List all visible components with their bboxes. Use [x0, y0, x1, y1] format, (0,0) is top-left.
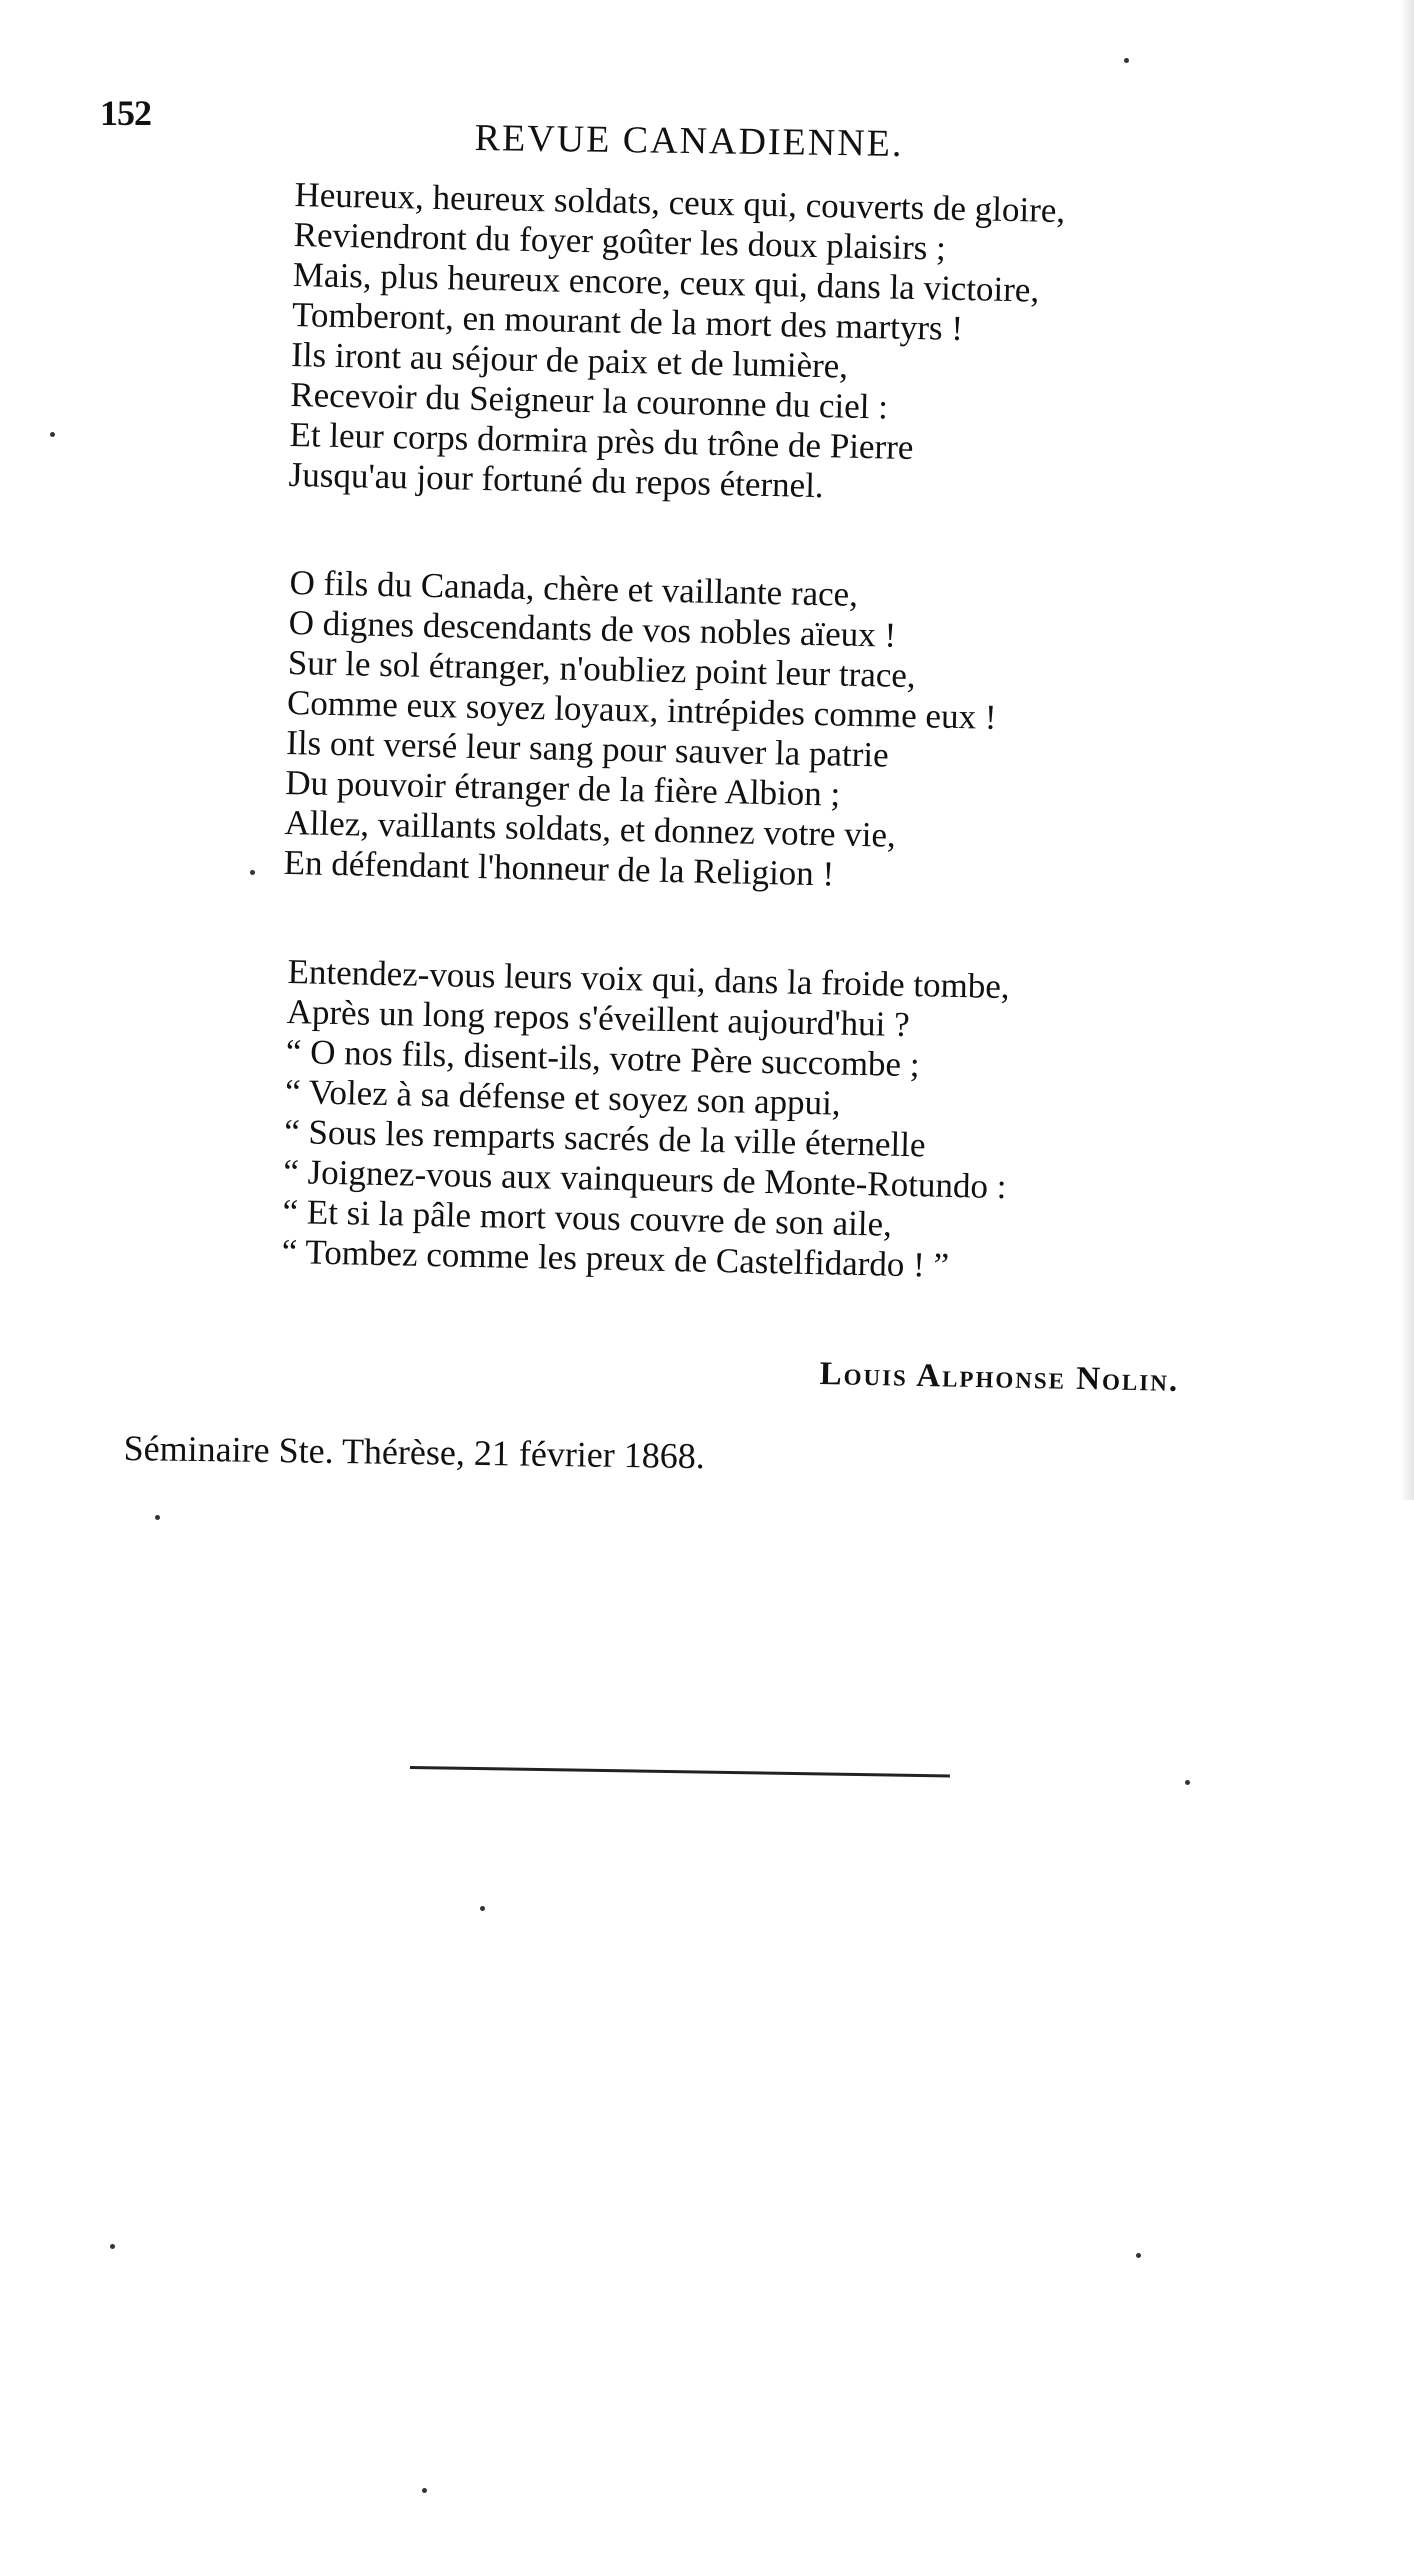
verse-line: Comme eux soyez loyaux, intrépides comme eux !: [286, 682, 997, 737]
verse-line: Allez, vaillants soldats, et donnez votre vie,: [284, 802, 897, 855]
author-signature: Louis Alphonse Nolin.: [819, 1356, 1180, 1399]
verse-line: “ Joignez-vous aux vainqueurs de Monte-Rotundo :: [282, 1151, 1007, 1207]
dateline: Séminaire Ste. Thérèse, 21 février 1868.: [123, 1427, 706, 1477]
verse-line: Sur le sol étranger, n'oubliez point leur trace,: [287, 642, 917, 696]
ink-speck: [50, 432, 55, 437]
verse-line: O dignes descendants de vos nobles aïeux !: [288, 602, 897, 655]
verse-line: Reviendront du foyer goûter les doux plaisirs ;: [293, 214, 947, 268]
running-title: REVUE CANADIENNE.: [474, 116, 904, 165]
ink-speck: [480, 1906, 485, 1911]
verse-line: Entendez-vous leurs voix qui, dans la froide tombe,: [287, 952, 1011, 1007]
verse-line: Ils ont versé leur sang pour sauver la patrie: [285, 722, 890, 775]
page-edge-shadow: [1400, 0, 1414, 1500]
verse-line: “ Et si la pâle mort vous couvre de son aile,: [282, 1191, 893, 1244]
verse-line: Après un long repos s'éveillent aujourd'hui ?: [286, 991, 911, 1045]
ink-speck: [1124, 58, 1129, 63]
end-rule: [410, 1766, 950, 1777]
ink-speck: [1136, 2253, 1141, 2258]
stanza-2: [283, 563, 1190, 902]
verse-line: Et leur corps dormira près du trône de Pierre: [289, 414, 914, 468]
ink-speck: [110, 2244, 115, 2249]
verse-line: “ Sous les remparts sacrés de la ville éternelle: [283, 1111, 926, 1165]
verse-line: “ Volez à sa défense et soyez son appui,: [284, 1071, 841, 1123]
verse-line: Heureux, heureux soldats, ceux qui, couverts de gloire,: [294, 175, 1066, 231]
verse-line: Tomberont, en mourant de la mort des martyrs !: [291, 294, 964, 349]
ink-speck: [1185, 1780, 1190, 1785]
verse-line: Recevoir du Seigneur la couronne du ciel :: [289, 374, 889, 427]
verse-line: Jusqu'au jour fortuné du repos éternel.: [288, 454, 825, 506]
stanza-3: [281, 952, 1188, 1291]
verse-line: Mais, plus heureux encore, ceux qui, dans la victoire,: [292, 254, 1040, 310]
page-number: 152: [100, 93, 151, 133]
verse-line: Ils iront au séjour de paix et de lumière,: [290, 334, 849, 386]
ink-speck: [422, 2488, 427, 2493]
verse-line: O fils du Canada, chère et vaillante race,: [289, 563, 859, 614]
ink-speck: [155, 1515, 160, 1520]
stanza-1: [288, 175, 1195, 514]
verse-line: “ O nos fils, disent-ils, votre Père succombe ;: [285, 1031, 920, 1085]
verse-line: Du pouvoir étranger de la fière Albion ;: [284, 762, 841, 814]
verse-line: “ Tombez comme les preux de Castelfidardo ! ”: [281, 1231, 950, 1285]
ink-speck: [250, 870, 255, 875]
verse-line: En défendant l'honneur de la Religion !: [283, 842, 835, 894]
